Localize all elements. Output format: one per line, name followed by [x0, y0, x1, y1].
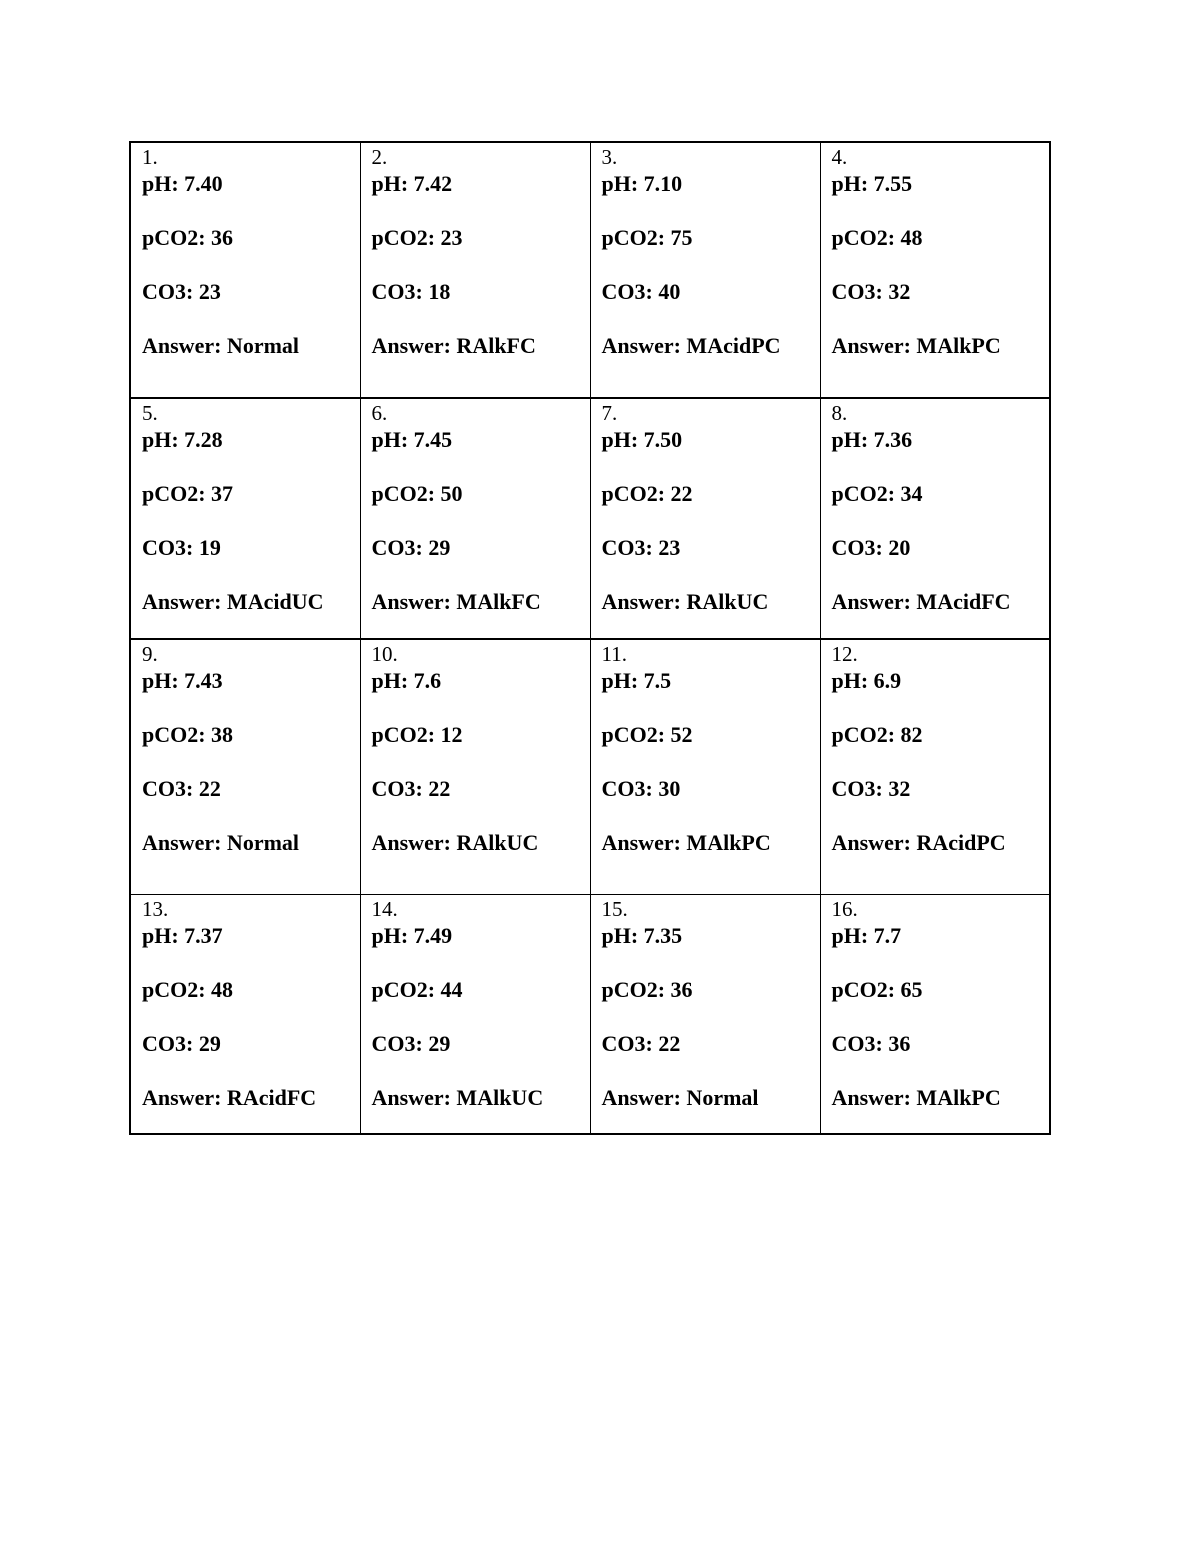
- co3-value: CO3: 40: [601, 279, 681, 304]
- abg-practice-table: [129, 141, 1051, 1135]
- pco2-value: pCO2: 65: [831, 976, 923, 1002]
- card-number: 8.: [831, 401, 848, 425]
- card-number: 1.: [142, 145, 158, 169]
- co3-value: CO3: 20: [831, 535, 911, 560]
- card-number: 5.: [142, 401, 158, 425]
- pco2-value: pCO2: 75: [601, 225, 693, 250]
- pco2-value: pCO2: 36: [142, 225, 234, 250]
- ph-value: pH: 7.55: [831, 171, 913, 196]
- ph-value: pH: 7.40: [142, 171, 223, 196]
- card-number: 10.: [371, 642, 398, 666]
- card-number: 4.: [831, 145, 848, 169]
- pco2-value: pCO2: 23: [371, 225, 463, 250]
- card-10: [360, 639, 590, 894]
- card-number: 9.: [142, 642, 158, 666]
- ph-value: pH: 7.7: [831, 922, 902, 948]
- answer-text: Answer: MAcidPC: [601, 333, 781, 358]
- table-row: [130, 894, 1050, 1134]
- card-number: 3.: [601, 145, 618, 169]
- ph-value: pH: 7.42: [371, 171, 453, 196]
- pco2-value: pCO2: 34: [831, 481, 923, 506]
- pco2-value: pCO2: 52: [601, 722, 693, 747]
- card-3: [590, 142, 820, 398]
- ph-value: pH: 7.49: [371, 922, 453, 948]
- co3-value: CO3: 22: [371, 776, 451, 801]
- card-4: [820, 142, 1050, 398]
- ph-value: pH: 7.5: [601, 668, 672, 693]
- ph-value: pH: 7.45: [371, 427, 453, 452]
- card-number: 14.: [371, 896, 398, 921]
- card-6: [360, 398, 590, 639]
- answer-text: Answer: MAlkFC: [371, 589, 541, 614]
- answer-text: Answer: MAcidUC: [142, 589, 324, 614]
- co3-value: CO3: 29: [371, 1030, 451, 1056]
- co3-value: CO3: 32: [831, 776, 911, 801]
- card-number: 16.: [831, 896, 858, 921]
- table-row: [130, 639, 1050, 894]
- pco2-value: pCO2: 48: [142, 976, 234, 1002]
- answer-text: Answer: MAcidFC: [831, 589, 1011, 614]
- card-2: [360, 142, 590, 398]
- card-15: [590, 894, 820, 1134]
- co3-value: CO3: 23: [142, 279, 221, 304]
- card-number: 13.: [142, 896, 169, 921]
- pco2-value: pCO2: 82: [831, 722, 923, 747]
- card-1: [130, 142, 360, 398]
- answer-text: Answer: Normal: [142, 830, 300, 855]
- card-16: [820, 894, 1050, 1134]
- pco2-value: pCO2: 12: [371, 722, 463, 747]
- ph-value: pH: 7.36: [831, 427, 913, 452]
- answer-text: Answer: RAcidPC: [831, 830, 1006, 855]
- ph-value: pH: 7.35: [601, 922, 683, 948]
- pco2-value: pCO2: 48: [831, 225, 923, 250]
- ph-value: pH: 7.37: [142, 922, 223, 948]
- co3-value: CO3: 29: [142, 1030, 221, 1056]
- card-13: [130, 894, 360, 1134]
- ph-value: pH: 7.6: [371, 668, 442, 693]
- pco2-value: pCO2: 44: [371, 976, 463, 1002]
- co3-value: CO3: 30: [601, 776, 681, 801]
- co3-value: CO3: 36: [831, 1030, 911, 1056]
- answer-text: Answer: MAlkUC: [371, 1084, 544, 1110]
- ph-value: pH: 7.50: [601, 427, 683, 452]
- card-number: 15.: [601, 896, 628, 921]
- ph-value: pH: 7.28: [142, 427, 223, 452]
- table-row: [130, 142, 1050, 398]
- co3-value: CO3: 23: [601, 535, 681, 560]
- answer-text: Answer: RAlkUC: [601, 589, 769, 614]
- co3-value: CO3: 22: [142, 776, 221, 801]
- answer-text: Answer: RAlkUC: [371, 830, 539, 855]
- co3-value: CO3: 18: [371, 279, 451, 304]
- answer-text: Answer: Normal: [142, 333, 300, 358]
- pco2-value: pCO2: 38: [142, 722, 234, 747]
- card-5: [130, 398, 360, 639]
- pco2-value: pCO2: 50: [371, 481, 463, 506]
- pco2-value: pCO2: 36: [601, 976, 693, 1002]
- co3-value: CO3: 19: [142, 535, 221, 560]
- co3-value: CO3: 22: [601, 1030, 681, 1056]
- card-8: [820, 398, 1050, 639]
- answer-text: Answer: RAcidFC: [142, 1084, 317, 1110]
- card-number: 7.: [601, 401, 618, 425]
- pco2-value: pCO2: 22: [601, 481, 693, 506]
- answer-text: Answer: Normal: [601, 1084, 759, 1110]
- answer-text: Answer: RAlkFC: [371, 333, 536, 358]
- answer-text: Answer: MAlkPC: [831, 333, 1001, 358]
- card-7: [590, 398, 820, 639]
- ph-value: pH: 7.10: [601, 171, 683, 196]
- card-11: [590, 639, 820, 894]
- answer-text: Answer: MAlkPC: [831, 1084, 1001, 1110]
- answer-text: Answer: MAlkPC: [601, 830, 771, 855]
- card-14: [360, 894, 590, 1134]
- card-12: [820, 639, 1050, 894]
- card-9: [130, 639, 360, 894]
- co3-value: CO3: 29: [371, 535, 451, 560]
- card-number: 11.: [601, 642, 627, 666]
- co3-value: CO3: 32: [831, 279, 911, 304]
- card-number: 2.: [371, 145, 388, 169]
- card-number: 12.: [831, 642, 858, 666]
- ph-value: pH: 7.43: [142, 668, 223, 693]
- pco2-value: pCO2: 37: [142, 481, 234, 506]
- ph-value: pH: 6.9: [831, 668, 902, 693]
- card-number: 6.: [371, 401, 388, 425]
- table-row: [130, 398, 1050, 639]
